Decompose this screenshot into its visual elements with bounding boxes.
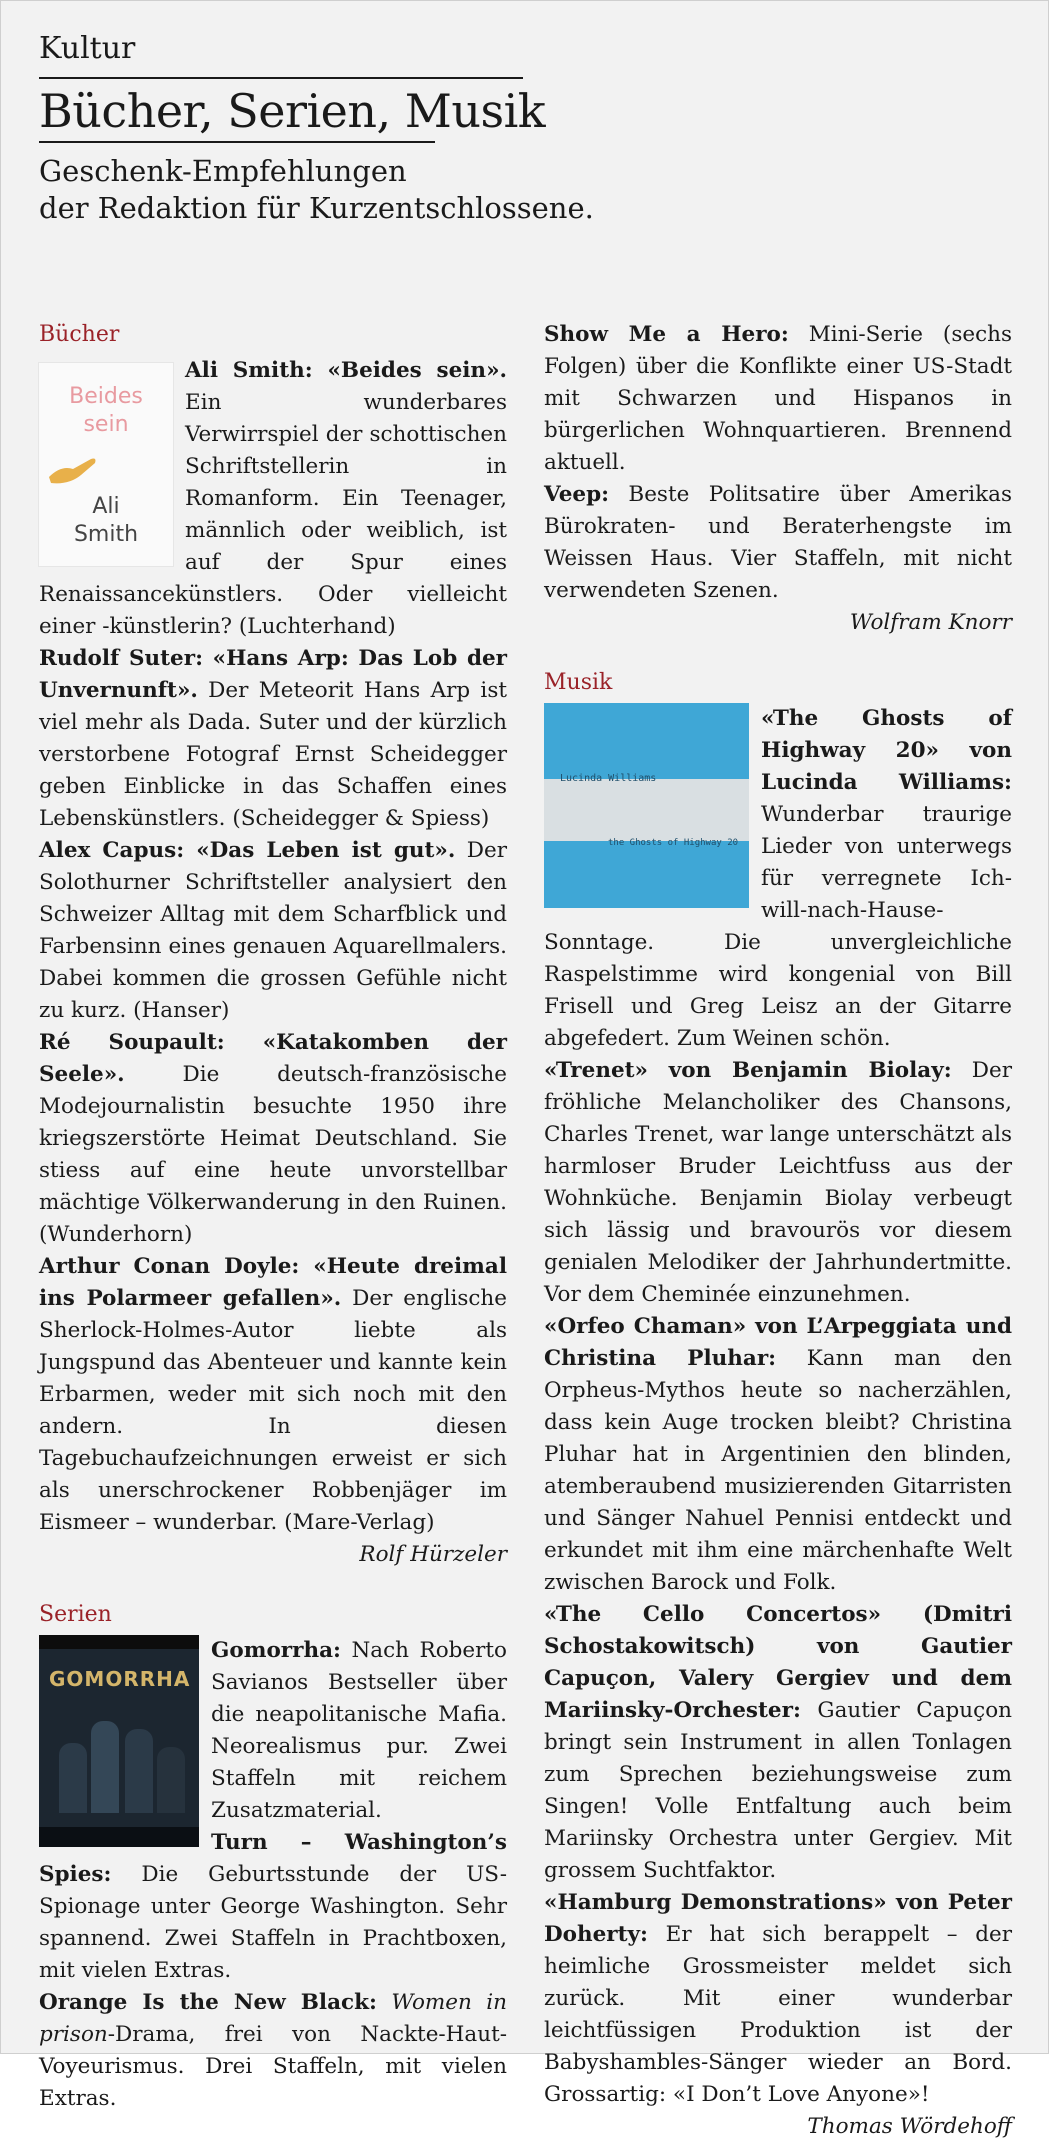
- entry-title: Alex Capus: «Das Leben ist gut».: [39, 838, 456, 863]
- figure-silhouette: [59, 1743, 87, 1813]
- entry-text: Der englische Sherlock-Holmes-Autor liebte als Jungspund das Abenteuer und kannte kein Erbarmen, weder mit sich noch mit den andern. In diesen Tagebuchaufzeichnungen erweist er sich als unerschrockener Robbenjäger im Eismeer – wunderbar. (Mare-Verlag): [39, 1286, 508, 1535]
- book-cover-title-2: sein: [83, 412, 129, 437]
- book-cover-image: [39, 363, 173, 566]
- section-kicker: Kultur: [39, 31, 136, 66]
- title-rule-top: [39, 77, 523, 79]
- section-gap: [39, 1571, 507, 1599]
- series-entry: [544, 319, 1012, 479]
- entry-text: -Drama, frei von Nackte-Haut-Voyeurismus. Drei Staffeln, mit vielen Extras.: [39, 2022, 507, 2111]
- entry-title: «Hamburg Demonstrations» von Peter Doherty:: [544, 1890, 1012, 1947]
- book-entry: [39, 1251, 507, 1539]
- entry-text: Der fröhliche Melancholiker des Chansons, Charles Trenet, war lange unterschätzt als harmloser Bruder Leichtfuss aus der Wohnküche. Benjamin Biolay verbeugt sich lässig und bravourös vor diesem genialen Melodiker der Jahrhundertmitte. Vor dem Cheminée einzunehmen.: [544, 1058, 1012, 1307]
- album-cover-sublabel: the Ghosts of Highway 20: [608, 838, 739, 848]
- book-entry: [39, 835, 507, 1027]
- entry-title: Ali Smith: «Beides sein».: [185, 358, 507, 383]
- entry-text: Wunderbar traurige Lieder von unterwegs für verregnete Ich-will-nach-Hause-Sonntage. Die unvergleichliche Raspelstimme wird kongenial von Bill Frisell und Greg Leisz an der Gitarre abgefedert. Zum Weinen schön.: [544, 802, 1012, 1051]
- entry-text: Beste Politsatire über Amerikas Bürokraten- und Beraterhengste im Weissen Haus. Vier Staffeln, mit nicht verwendeten Szenen.: [544, 482, 1012, 603]
- subtitle-line-2: der Redaktion für Kurzentschlossene.: [39, 191, 594, 225]
- entry-title: Turn – Washington’s Spies:: [39, 1830, 507, 1887]
- title-rule-bottom: [39, 141, 435, 143]
- music-entry: [544, 1887, 1012, 2111]
- dvd-cover-footer: [39, 1827, 199, 1847]
- music-entry: [544, 1055, 1012, 1311]
- entry-title: «Trenet» von Benjamin Biolay:: [544, 1058, 952, 1083]
- series-entry: [39, 1827, 507, 1987]
- music-entry: [544, 1599, 1012, 1887]
- section-gap: [544, 639, 1012, 667]
- figure-silhouette: [125, 1729, 153, 1813]
- book-cover-author-1: Ali: [92, 494, 120, 519]
- entry-text: Gautier Capuçon bringt sein Instrument in allen Tonlagen zum Sprechen beziehungsweise zum Singen! Volle Entfaltung auch beim Mariinsky Orchestra unter Gergiev. Mit grossem Suchtfaktor.: [544, 1698, 1012, 1883]
- entry-text: Der Meteorit Hans Arp ist viel mehr als Dada. Suter und der kürzlich verstorbene Fotograf Ernst Scheidegger geben Einblicke in das Schaffen eines Lebenskünstlers. (Scheidegger & Spiess): [39, 678, 507, 831]
- book-cover-title-1: Beides: [69, 384, 143, 409]
- album-cover-image: [544, 703, 749, 908]
- entry-text: Ein wunderbares Verwirrspiel der schottischen Schriftstellerin in Romanform. Ein Teenager, männlich oder weiblich, ist auf der Spur eines Renaissancekünstlers. Oder vielleicht einer -künstlerin? (Luchterhand): [39, 390, 507, 639]
- author-signature: Thomas Wördehoff: [807, 2114, 1012, 2139]
- entry-title: Veep:: [544, 482, 610, 507]
- entry-title: Orange Is the New Black:: [39, 1990, 377, 2015]
- dvd-cover-image: [39, 1635, 199, 1847]
- entry-title: Show Me a Hero:: [544, 322, 789, 347]
- author-signature: Rolf Hürzeler: [359, 1542, 507, 1567]
- series-entry: [544, 479, 1012, 607]
- page-subtitle: [39, 153, 594, 227]
- entry-text: Mini-Serie (sechs Folgen) über die Konflikte einer US-Stadt mit Schwarzen und Hispanos in bürgerlichen Wohnquartieren. Brennend aktuell.: [544, 322, 1013, 475]
- entry-text: Der Solothurner Schriftsteller analysiert den Schweizer Alltag mit dem Scharfblick und Farbensinn eines genauen Aquarellmalers. Dabei kommen die grossen Gefühle nicht zu kurz. (Hanser): [39, 838, 508, 1023]
- entry-text: Die deutsch-französische Modejournalistin besuchte 1950 ihre kriegszerstörte Heimat Deutschland. Sie stiess auf eine heute unvorstellbar mächtige Völkerwanderung in den Ruinen. (Wunderhorn): [39, 1062, 507, 1247]
- hand-illustration-icon: [47, 447, 107, 487]
- figure-silhouette: [91, 1721, 119, 1813]
- entry-title: «The Cello Concertos» (Dmitri Schostakowitsch) von Gautier Capuçon, Valery Gergiev und dem Mariinsky-Orchester:: [544, 1602, 1012, 1723]
- entry-title: «The Ghosts of Highway 20» von Lucinda Williams:: [761, 706, 1012, 795]
- entry-title: Ré Soupault: «Katakomben der Seele».: [39, 1030, 507, 1087]
- entry-italic: Women in prison: [39, 1990, 507, 2047]
- book-entry: [39, 643, 507, 835]
- figure-silhouette: [157, 1747, 185, 1813]
- entry-text: Die Geburtsstunde der US-Spionage unter George Washington. Sehr spannend. Zwei Staffeln in Prachtboxen, mit vielen Extras.: [39, 1862, 507, 1983]
- entry-title: Gomorrha:: [211, 1638, 341, 1663]
- music-entry: [544, 1311, 1012, 1599]
- subtitle-line-1: Geschenk-Empfehlungen: [39, 154, 407, 188]
- entry-text: Er hat sich berappelt – der heimliche Grossmeister meldet sich zurück. Mit einer wunderbar leichtfüssigen Produktion ist der Babyshambles-Sänger wieder an Bord. Grossartig: «I Don’t Love Anyone»!: [544, 1922, 1012, 2107]
- book-cover-author-2: Smith: [73, 522, 139, 547]
- entry-title: «Orfeo Chaman» von L’Arpeggiata und Christina Pluhar:: [544, 1314, 1012, 1371]
- section-heading-buecher: Bücher: [39, 322, 120, 347]
- section-heading-musik: Musik: [544, 670, 613, 695]
- series-entry: [39, 1987, 507, 2115]
- entry-text: Kann man den Orpheus-Mythos heute so nacherzählen, dass kein Auge trocken bleibt? Christina Pluhar hat in Argentinien den blinden, atemberaubend musizierenden Gitarristen und Sänger Nahuel Pennisi entdeckt und erkundet mit ihm eine märchenhafte Welt zwischen Barock und Folk.: [544, 1346, 1012, 1595]
- book-entry: [39, 1027, 507, 1251]
- entry-title: Arthur Conan Doyle: «Heute dreimal ins Polarmeer gefallen».: [39, 1254, 507, 1311]
- dvd-cover-strip: [39, 1635, 199, 1649]
- dvd-cover-title: GOMORRHA: [49, 1667, 191, 1691]
- album-cover-label: Lucinda Williams: [560, 773, 657, 784]
- author-signature: Wolfram Knorr: [849, 610, 1012, 635]
- entry-text: Nach Roberto Savianos Bestseller über die neapolitanische Mafia. Neorealismus pur. Zwei Staffeln mit reichem Zusatzmaterial.: [211, 1638, 507, 1823]
- page-title: Bücher, Serien, Musik: [39, 84, 546, 138]
- left-column: [39, 319, 507, 2115]
- right-column: [544, 319, 1012, 2143]
- entry-title: Rudolf Suter: «Hans Arp: Das Lob der Unvernunft».: [39, 646, 507, 703]
- section-heading-serien: Serien: [39, 1602, 112, 1627]
